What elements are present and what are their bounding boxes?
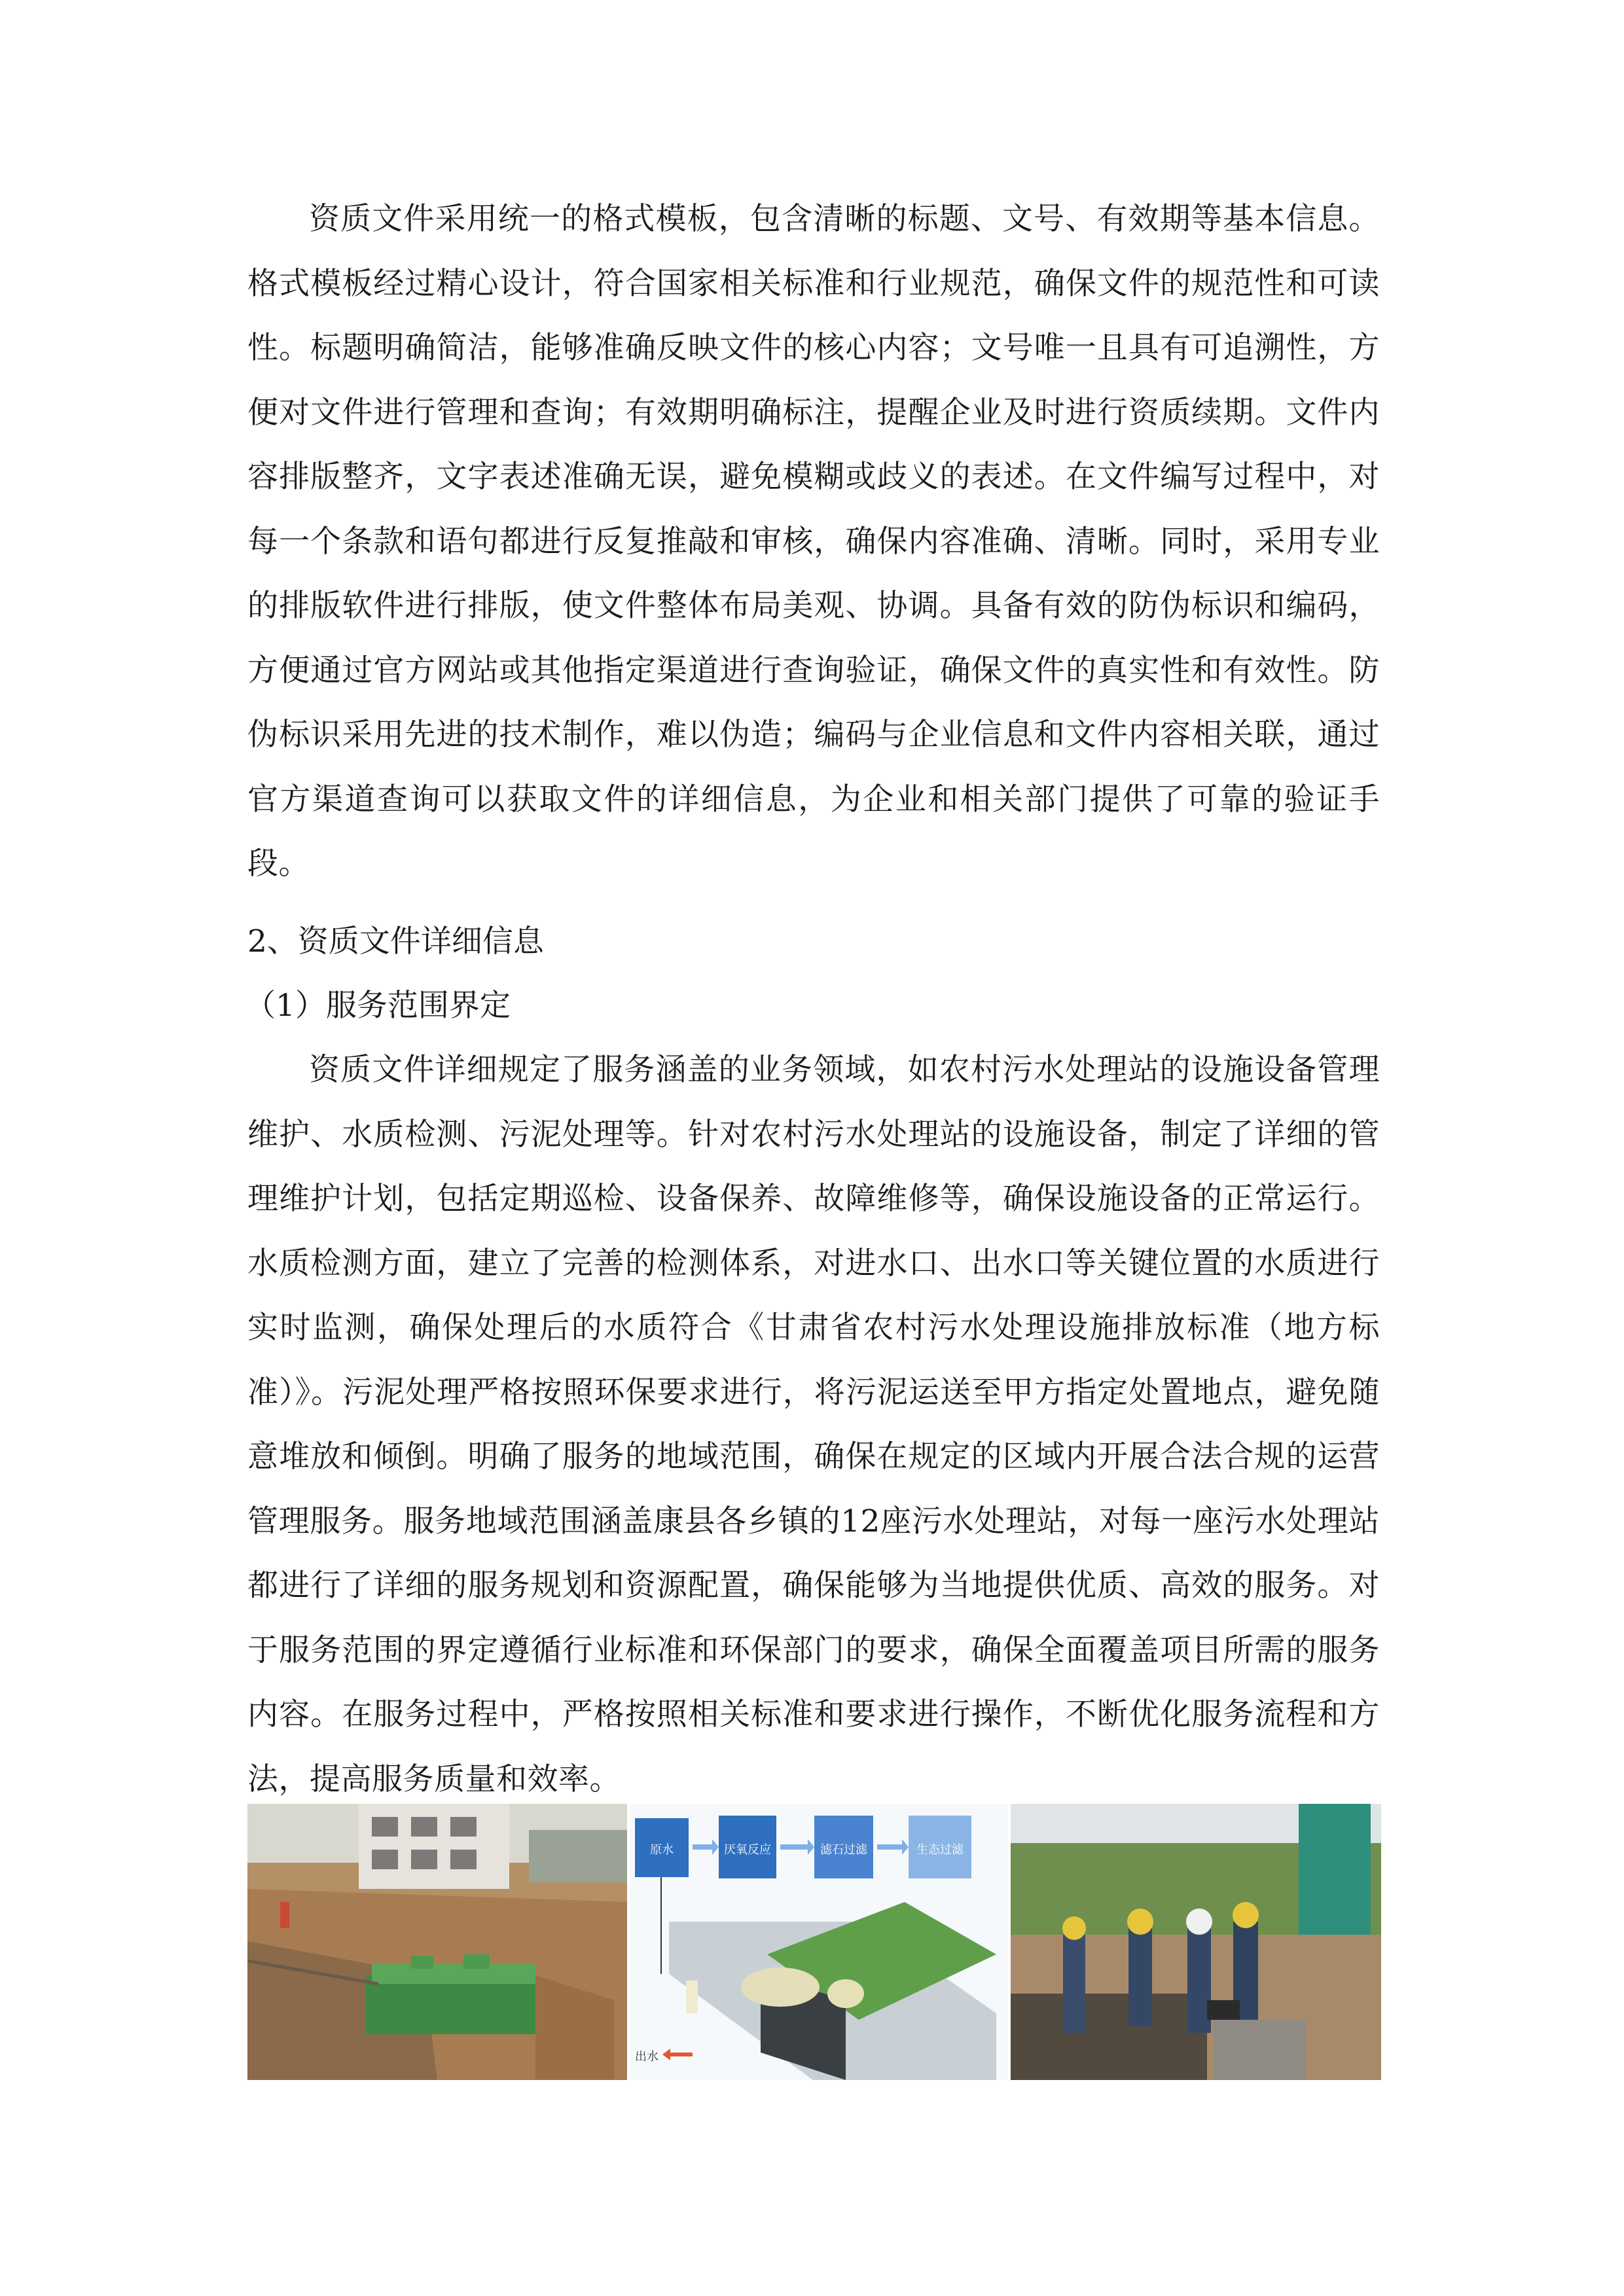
flow-label-outflow: 出水 — [635, 2050, 659, 2064]
photo-workers-inspection — [1011, 1804, 1381, 2080]
flow-label-anaerobic: 厌氧反应 — [724, 1843, 771, 1857]
subsection-heading: （1）服务范围界定 — [245, 988, 511, 1024]
process-flow-diagram — [630, 1804, 1008, 2080]
body-paragraph-1: 资质文件采用统一的格式模板，包含清晰的标题、文号、有效期等基本信息。格式模板经过精心设计，符合国家相关标准和行业规范，确保文件的规范性和可读性。标题明确简洁，能够准确反映文件的核心内容；文号唯一且具有可追溯性，方便对文件进行管理和查询；有效期明确标注，提醒企业及时进行资质续期。文件内容排版整齐，文字表述准确无误，避免模糊或歧义的表述。在文件编写过程中，对每一个条款和语句都进行反复推敲和审核，确保内容准确、清晰。同时，采用专业的排版软件进行排版，使文件整体布局美观、协调。具备有效的防伪标识和编码，方便通过官方网站或其他指定渠道进行查询验证，确保文件的真实性和有效性。防伪标识采用先进的技术制作，难以伪造；编码与企业信息和文件内容相关联，通过官方渠道查询可以获取文件的详细信息，为企业和相关部门提供了可靠的验证手段。 — [247, 201, 1380, 882]
flow-label-raw-water: 原水 — [650, 1843, 674, 1857]
body-paragraph-2: 资质文件详细规定了服务涵盖的业务领域，如农村污水处理站的设施设备管理维护、水质检测、污泥处理等。针对农村污水处理站的设施设备，制定了详细的管理维护计划，包括定期巡检、设备保养、故障维修等，确保设施设备的正常运行。水质检测方面，建立了完善的检测体系，对进水口、出水口等关键位置的水质进行实时监测，确保处理后的水质符合《甘肃省农村污水处理设施排放标准（地方标准）》。污泥处理严格按照环保要求进行，将污泥运送至甲方指定处置地点，避免随意堆放和倾倒。明确了服务的地域范围，确保在规定的区域内开展合法合规的运营管理服务。服务地域范围涵盖康县各乡镇的12座污水处理站，对每一座污水处理站都进行了详细的服务规划和资源配置，确保能够为当地提供优质、高效的服务。对于服务范围的界定遵循行业标准和环保部门的要求，确保全面覆盖项目所需的服务内容。在服务过程中，严格按照相关标准和要求进行操作，不断优化服务流程和方法，提高服务质量和效率。 — [247, 1052, 1380, 1797]
section-heading: 2、资质文件详细信息 — [247, 924, 544, 960]
flow-label-eco-filter: 生态过滤 — [916, 1843, 964, 1857]
photo-construction-site — [247, 1804, 627, 2080]
flow-label-gravel-filter: 滤石过滤 — [820, 1843, 867, 1857]
